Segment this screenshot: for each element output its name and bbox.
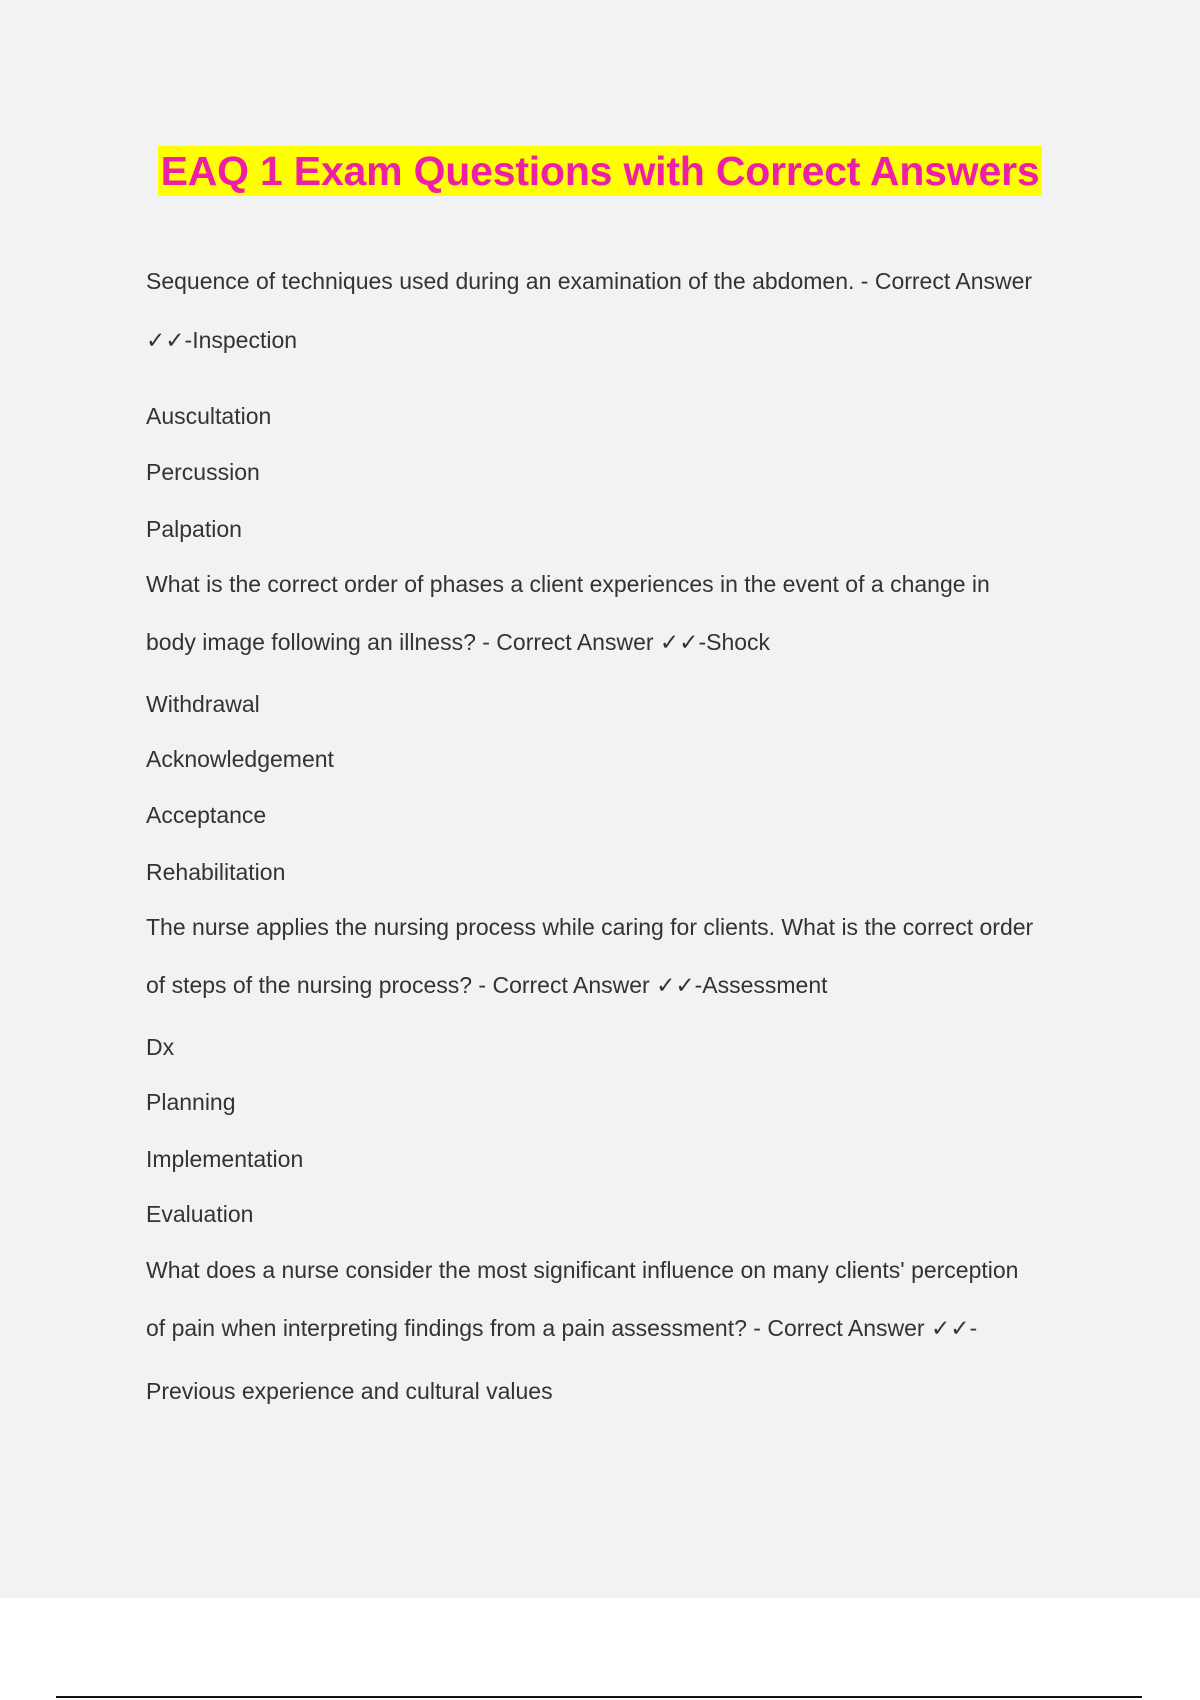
answer-item-acceptance: Acceptance	[146, 802, 267, 828]
footer-rule	[56, 1696, 1142, 1698]
answer-item-palpation: Palpation	[146, 516, 242, 542]
question-4-line-2: of pain when interpreting findings from a pain assessment? - Correct Answer ✓✓-	[146, 1315, 978, 1341]
answer-item-implementation: Implementation	[146, 1146, 304, 1172]
answer-item-dx: Dx	[146, 1034, 175, 1060]
question-3-line-2: of steps of the nursing process? - Correct Answer ✓✓-Assessment	[146, 972, 828, 998]
answer-item-planning: Planning	[146, 1089, 236, 1115]
answer-item-percussion: Percussion	[146, 459, 260, 485]
answer-item-withdrawal: Withdrawal	[146, 691, 260, 717]
question-4-answer-line: Previous experience and cultural values	[146, 1378, 553, 1404]
question-3-line-1: The nurse applies the nursing process while caring for clients. What is the correct order	[146, 914, 1034, 940]
answer-item-auscultation: Auscultation	[146, 403, 272, 429]
answer-item-acknowledgement: Acknowledgement	[146, 746, 334, 772]
answer-item-rehabilitation: Rehabilitation	[146, 859, 286, 885]
title-container	[0, 146, 1200, 196]
question-2-line-2: body image following an illness? - Correct Answer ✓✓-Shock	[146, 629, 771, 655]
question-1-answer-line: ✓✓-Inspection	[146, 327, 298, 353]
question-1-line-1: Sequence of techniques used during an examination of the abdomen. - Correct Answer	[146, 268, 1033, 294]
document-title: EAQ 1 Exam Questions with Correct Answers	[158, 146, 1043, 196]
question-4-line-1: What does a nurse consider the most significant influence on many clients' perception	[146, 1257, 1019, 1283]
question-2-line-1: What is the correct order of phases a client experiences in the event of a change in	[146, 571, 990, 597]
answer-item-evaluation: Evaluation	[146, 1201, 254, 1227]
